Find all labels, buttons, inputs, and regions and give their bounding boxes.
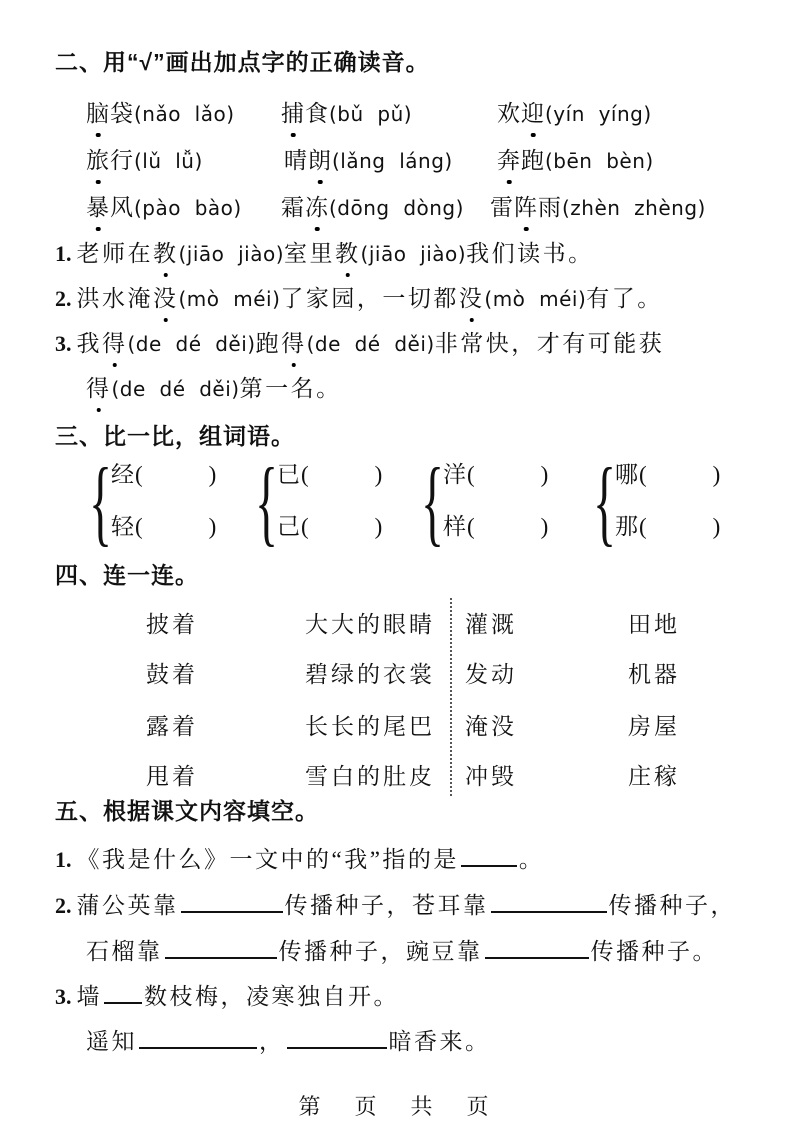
- answer-blank: [485, 937, 589, 959]
- brace: {: [89, 448, 113, 555]
- emphasis-dot: [96, 180, 101, 185]
- answer-blank: [181, 891, 283, 913]
- page-footer: 第 页 共 页: [298, 1094, 495, 1119]
- answer-blank: [165, 937, 277, 959]
- match2-left-3: 淹没: [465, 714, 517, 739]
- match-left-2: 鼓着: [146, 662, 198, 687]
- brace: {: [593, 448, 617, 555]
- fill-item-2-line2: 石榴靠 传播种子，豌豆靠 传播种子。: [86, 939, 718, 964]
- brace: {: [421, 448, 445, 555]
- fill-item-3-line1: 3. 墙 数枝梅，凌寒独自开。: [55, 984, 399, 1009]
- emphasis-dot: [96, 227, 101, 232]
- match-left-3: 露着: [146, 714, 198, 739]
- fill-item-1: 1. 《我是什么》一文中的“我”指的是 。: [55, 847, 545, 872]
- answer-blank: [139, 1027, 257, 1049]
- section3-title: 三、比一比，组词语。: [55, 423, 295, 449]
- match2-right-4: 庄稼: [628, 764, 680, 789]
- emphasis-dot: [469, 318, 474, 323]
- brace: {: [255, 448, 279, 555]
- section4-title: 四、连一连。: [55, 562, 199, 588]
- match2-left-2: 发动: [465, 662, 517, 687]
- section2-title: 二、用“√”画出加点字的正确读音。: [55, 49, 430, 75]
- emphasis-dot: [97, 408, 102, 413]
- match2-right-1: 田地: [628, 612, 680, 637]
- emphasis-dot: [524, 227, 529, 232]
- pinyin-word: 雷 阵 雨 (zhèn zhèng): [490, 189, 706, 222]
- answer-blank: [461, 845, 517, 867]
- pinyin-word: 暴 风 (pào bào): [86, 189, 242, 222]
- match-left-1: 披着: [146, 612, 198, 637]
- answer-blank: [491, 891, 607, 913]
- match-right-2: 碧绿的衣裳: [305, 662, 435, 687]
- answer-blank: [104, 982, 142, 1004]
- fill-item-3-line2: 遥知 ， 暗香来。: [86, 1029, 491, 1054]
- match2-left-4: 冲毁: [465, 764, 517, 789]
- emphasis-dot: [292, 363, 297, 368]
- emphasis-dot: [113, 363, 118, 368]
- emphasis-dot: [318, 180, 323, 185]
- pinyin-word: 旅 行 (lǔ lǚ): [86, 142, 203, 175]
- emphasis-dot: [531, 133, 536, 138]
- pinyin-word: 捕 食 (bǔ pǔ): [281, 95, 412, 128]
- emphasis-dot: [315, 227, 320, 232]
- emphasis-dot: [346, 273, 351, 278]
- emphasis-dot: [164, 318, 169, 323]
- answer-blank: [287, 1027, 387, 1049]
- pinyin-word: 晴 朗 (lǎng láng): [284, 142, 453, 175]
- emphasis-dot: [291, 133, 296, 138]
- match-right-1: 大大的眼睛: [305, 612, 435, 637]
- fill-item-2-line1: 2. 蒲公英靠 传播种子，苍耳靠 传播种子，: [55, 893, 736, 918]
- sentence-item-3-line1: 3. 我 得 (de dé děi) 跑 得 (de dé děi) 非常快，才有可能获: [55, 325, 664, 358]
- pinyin-word: 脑 袋 (nǎo lǎo): [86, 95, 235, 128]
- word-pair-group-4: { 哪 ( ) 那 ( ): [597, 452, 757, 560]
- emphasis-dot: [507, 180, 512, 185]
- pinyin-word: 奔 跑 (bēn bèn): [497, 142, 654, 175]
- match-right-4: 雪白的肚皮: [305, 764, 435, 789]
- match-left-4: 甩着: [146, 764, 198, 789]
- word-pair-group-1: { 经 ( ) 轻 ( ): [93, 452, 253, 560]
- sentence-item-2: 2. 洪水淹 没 (mò méi) 了家园，一切都 没 (mò méi) 有了。: [55, 280, 663, 313]
- emphasis-dot: [164, 273, 169, 278]
- word-pair-group-3: { 洋 ( ) 样 ( ): [425, 452, 585, 560]
- word-pair-group-2: { 已 ( ) 己 ( ): [259, 452, 419, 560]
- emphasis-dot: [96, 133, 101, 138]
- column-divider: [450, 598, 452, 796]
- match2-right-2: 机器: [628, 662, 680, 687]
- match2-left-1: 灌溉: [465, 612, 517, 637]
- pinyin-word: 欢 迎 (yín yíng): [497, 95, 652, 128]
- match-right-3: 长长的尾巴: [305, 714, 435, 739]
- sentence-item-3-line2: 得 (de dé děi) 第一名。: [86, 370, 342, 403]
- sentence-item-1: 1. 老师在 教 (jiāo jiào) 室里 教 (jiāo jiào) 我们读书。: [55, 235, 594, 268]
- pinyin-word: 霜 冻 (dōng dòng): [281, 189, 464, 222]
- match2-right-3: 房屋: [628, 714, 680, 739]
- section5-title: 五、根据课文内容填空。: [55, 798, 319, 824]
